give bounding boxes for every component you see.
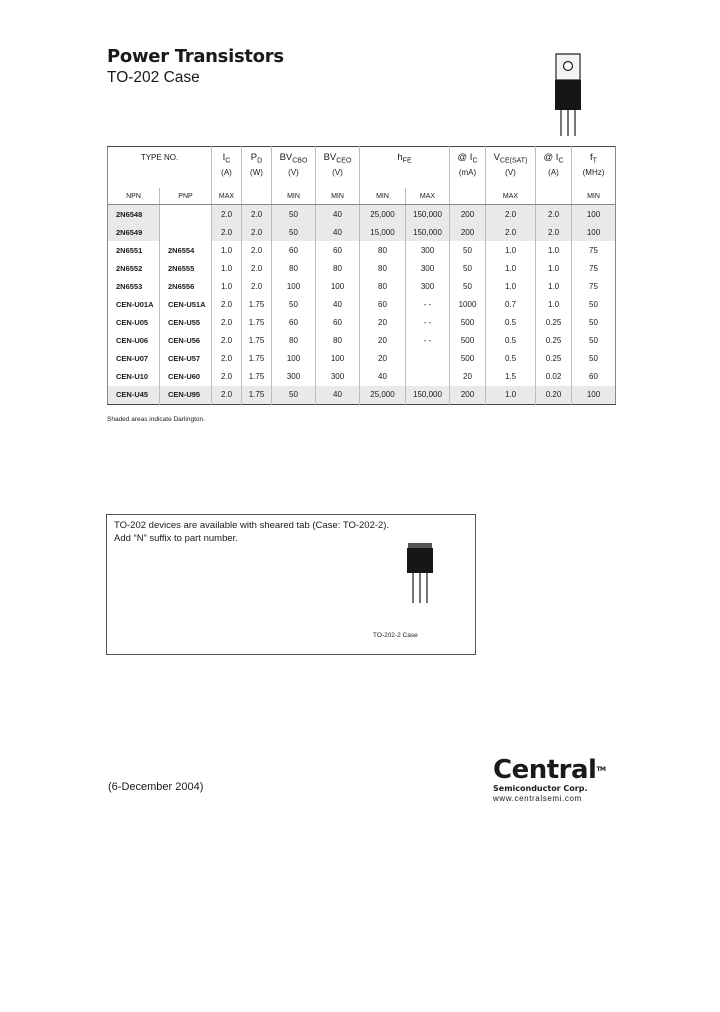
cell-hfe-min: 25,000 [360,205,406,224]
cell-npn: CEN-U01A [116,300,154,310]
cell-ic: 2.0 [212,205,242,224]
header-hfe: $h_{FE}$ [360,147,450,189]
cell-pnp: CEN-U55 [160,314,212,332]
cell-hfe-min: 20 [360,332,406,350]
cell-pd: 2.0 [242,205,272,224]
page-title: Power Transistors [107,46,284,67]
cell-pnp: 2N6554 [160,241,212,259]
cell-hfe-min: 80 [360,259,406,277]
cell-npn: CEN-U10 [116,372,149,382]
cell-bvcbo: 50 [272,223,316,241]
cell-hfe-max: 150,000 [406,386,450,405]
cell-vcesat: 1.0 [486,241,536,259]
cell-ic: 2.0 [212,332,242,350]
cell-vcesat: 1.0 [486,277,536,295]
cell-pd: 2.0 [242,277,272,295]
cell-ft: 75 [572,259,616,277]
cell-at-ic-a: 2.0 [536,223,572,241]
cell-at-ic-a: 0.20 [536,386,572,405]
table-row [108,314,616,332]
cell-ft: 100 [572,205,616,224]
cell-at-ic-ma: 50 [450,241,486,259]
cell-vcesat: 2.0 [486,223,536,241]
cell-vcesat: 0.5 [486,314,536,332]
cell-vcesat: 2.0 [486,205,536,224]
cell-bvceo: 40 [316,223,360,241]
header-bvceo: $BV_{CEO}$ (V) [316,147,360,189]
cell-bvcbo: 300 [272,368,316,386]
logo-wordmark: Central™ [493,755,606,785]
cell-at-ic-ma: 500 [450,314,486,332]
cell-at-ic-ma: 500 [450,350,486,368]
subheader-at-ic-ma [450,188,486,205]
cell-ic: 1.0 [212,241,242,259]
cell-vcesat: 0.5 [486,350,536,368]
sheared-tab-info-box [106,514,476,655]
subheader-bvcbo: MIN [272,188,316,205]
cell-pd: 2.0 [242,223,272,241]
cell-bvceo: 100 [316,350,360,368]
subheader-at-ic-a [536,188,572,205]
cell-hfe-max [406,350,450,368]
cell-ft: 60 [572,368,616,386]
cell-ft: 50 [572,332,616,350]
website-link[interactable]: www.centralsemi.com [493,794,582,803]
cell-vcesat: 0.5 [486,332,536,350]
cell-pnp [160,223,212,241]
cell-hfe-max: 150,000 [406,205,450,224]
cell-hfe-min: 25,000 [360,386,406,405]
cell-npn: 2N6551 [116,245,143,255]
cell-pnp: 2N6555 [160,259,212,277]
cell-pd: 1.75 [242,332,272,350]
cell-pd: 1.75 [242,350,272,368]
cell-ic: 2.0 [212,295,242,313]
info-line-2: Add “N” suffix to part number. [114,533,238,544]
subheader-ft: MIN [572,188,616,205]
cell-at-ic-ma: 50 [450,277,486,295]
to202-2-package-image [403,543,437,607]
cell-pnp [160,205,212,224]
header-ft: $f_T$ (MHz) [572,147,616,189]
cell-bvceo: 60 [316,241,360,259]
cell-at-ic-a: 0.02 [536,368,572,386]
cell-pd: 2.0 [242,259,272,277]
cell-pd: 2.0 [242,241,272,259]
package-caption: TO-202-2 Case [373,632,418,639]
cell-hfe-min: 20 [360,314,406,332]
cell-at-ic-a: 0.25 [536,350,572,368]
cell-bvcbo: 60 [272,241,316,259]
cell-pnp: CEN-U95 [160,386,212,405]
cell-ft: 75 [572,241,616,259]
cell-at-ic-a: 0.25 [536,314,572,332]
table-row [108,259,616,277]
cell-bvcbo: 60 [272,314,316,332]
table-row [108,386,616,405]
subheader-ic: MAX [212,188,242,205]
cell-pnp: CEN-U51A [160,295,212,313]
cell-bvceo: 60 [316,314,360,332]
header-bvcbo: $BV_{CBO}$ (V) [272,147,316,189]
cell-ft: 50 [572,314,616,332]
cell-npn: 2N6548 [108,205,160,224]
table-row [108,205,616,224]
cell-bvceo: 80 [316,332,360,350]
cell-at-ic-ma: 200 [450,205,486,224]
cell-pd: 1.75 [242,386,272,405]
cell-npn: 2N6553 [116,281,143,291]
spec-table-body [108,205,616,405]
table-row [108,295,616,313]
cell-at-ic-a: 1.0 [536,295,572,313]
subheader-bvceo: MIN [316,188,360,205]
subheader-vcesat: MAX [486,188,536,205]
table-row [108,277,616,295]
cell-hfe-max: - - [406,314,450,332]
cell-hfe-max: 300 [406,241,450,259]
cell-at-ic-a: 1.0 [536,277,572,295]
cell-hfe-min: 15,000 [360,223,406,241]
cell-bvceo: 100 [316,277,360,295]
cell-pd: 1.75 [242,314,272,332]
cell-ic: 2.0 [212,223,242,241]
header-at-ic-ma: @ $I_C$ (mA) [450,147,486,189]
cell-hfe-max: - - [406,332,450,350]
subheader-pd [242,188,272,205]
cell-at-ic-ma: 500 [450,332,486,350]
darlington-note: Shaded areas indicate Darlington. [107,416,205,423]
cell-hfe-min: 60 [360,295,406,313]
cell-vcesat: 1.5 [486,368,536,386]
subheader-hfe-min: MIN [360,188,406,205]
cell-npn: CEN-U06 [116,336,149,346]
cell-at-ic-a: 0.25 [536,332,572,350]
cell-npn: CEN-U45 [108,386,160,405]
cell-hfe-min: 80 [360,277,406,295]
cell-pnp: CEN-U56 [160,332,212,350]
cell-bvcbo: 50 [272,386,316,405]
cell-at-ic-a: 1.0 [536,259,572,277]
cell-bvceo: 40 [316,205,360,224]
cell-npn: 2N6549 [108,223,160,241]
header-vcesat: $V_{CE(SAT)}$ (V) [486,147,536,189]
cell-bvceo: 40 [316,295,360,313]
cell-ic: 1.0 [212,277,242,295]
cell-pnp: CEN-U57 [160,350,212,368]
cell-bvceo: 300 [316,368,360,386]
cell-hfe-max: 300 [406,277,450,295]
cell-bvcbo: 80 [272,259,316,277]
cell-vcesat: 1.0 [486,259,536,277]
cell-pnp: 2N6556 [160,277,212,295]
cell-pd: 1.75 [242,368,272,386]
header-pd: $P_D$ (W) [242,147,272,189]
table-row [108,332,616,350]
header-type-no: TYPE NO. [140,153,179,162]
table-row [108,350,616,368]
table-row [108,241,616,259]
table-row [108,223,616,241]
cell-hfe-min: 40 [360,368,406,386]
cell-bvceo: 80 [316,259,360,277]
cell-ic: 2.0 [212,350,242,368]
subheader-hfe-max: MAX [406,188,450,205]
cell-at-ic-ma: 50 [450,259,486,277]
header-at-ic-a: @ $I_C$ (A) [536,147,572,189]
cell-hfe-max [406,368,450,386]
logo-subtitle: Semiconductor Corp. [493,784,588,793]
cell-hfe-min: 20 [360,350,406,368]
cell-ic: 2.0 [212,368,242,386]
cell-bvcbo: 100 [272,350,316,368]
cell-at-ic-ma: 200 [450,223,486,241]
subheader-pnp: PNP [160,188,212,205]
cell-bvceo: 40 [316,386,360,405]
cell-at-ic-a: 1.0 [536,241,572,259]
cell-ft: 50 [572,295,616,313]
cell-ft: 50 [572,350,616,368]
cell-bvcbo: 50 [272,295,316,313]
transistor-spec-table [107,146,616,405]
cell-hfe-max: 300 [406,259,450,277]
info-line-1: TO-202 devices are available with sheared tab (Case: TO-202-2). [114,520,390,531]
cell-npn: CEN-U05 [116,318,149,328]
cell-ic: 1.0 [212,259,242,277]
header-ic: $I_C$ (A) [212,147,242,189]
cell-at-ic-ma: 1000 [450,295,486,313]
central-logo [493,756,606,803]
cell-hfe-min: 80 [360,241,406,259]
cell-ft: 75 [572,277,616,295]
cell-ft: 100 [572,223,616,241]
cell-bvcbo: 50 [272,205,316,224]
cell-at-ic-ma: 20 [450,368,486,386]
to202-package-image [548,50,588,142]
cell-at-ic-a: 2.0 [536,205,572,224]
cell-at-ic-ma: 200 [450,386,486,405]
cell-hfe-max: 150,000 [406,223,450,241]
cell-npn: 2N6552 [116,263,143,273]
cell-hfe-max: - - [406,295,450,313]
cell-pd: 1.75 [242,295,272,313]
cell-bvcbo: 80 [272,332,316,350]
subheader-npn: NPN [108,188,160,205]
page-subtitle: TO-202 Case [107,69,200,86]
revision-date: (6-December 2004) [108,781,204,793]
cell-bvcbo: 100 [272,277,316,295]
cell-vcesat: 1.0 [486,386,536,405]
cell-ic: 2.0 [212,314,242,332]
cell-pnp: CEN-U60 [160,368,212,386]
cell-vcesat: 0.7 [486,295,536,313]
cell-ft: 100 [572,386,616,405]
cell-ic: 2.0 [212,386,242,405]
table-row [108,368,616,386]
cell-npn: CEN-U07 [116,354,149,364]
